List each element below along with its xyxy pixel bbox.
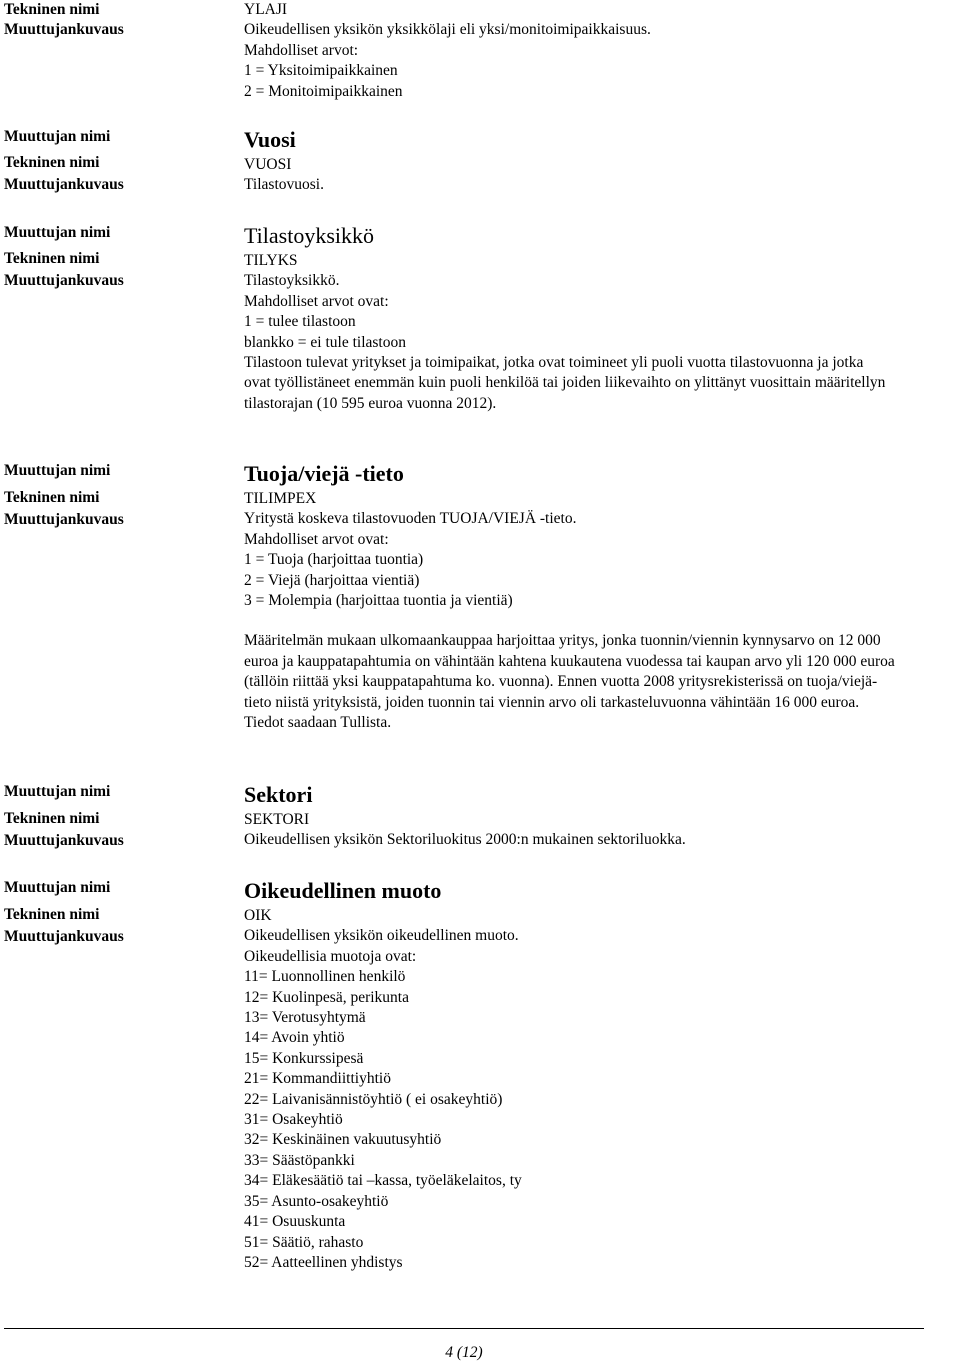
legal-form-list [244, 967, 956, 1273]
value-line: 2 = Viejä (harjoittaa vientiä) [244, 571, 420, 589]
variable-title: Tuoja/viejä -tieto [244, 461, 404, 486]
page-number: 4 (12) [445, 1344, 483, 1361]
variable-title: Vuosi [244, 127, 296, 152]
description: Yritystä koskeva tilastovuoden TUOJA/VIEJÄ -tieto. [244, 510, 577, 528]
var-desc-label: Muuttujankuvaus [4, 272, 124, 289]
legal-form-item: 34= Eläkesäätiö tai –kassa, työeläkelaitos, ty [244, 1172, 522, 1190]
value-line: 2 = Monitoimipaikkainen [244, 82, 403, 100]
tech-name-value: SEKTORI [244, 811, 310, 828]
tech-name-label: Tekninen nimi [4, 1, 100, 18]
legal-form-item: 41= Osuuskunta [244, 1213, 346, 1231]
var-desc-label: Muuttujankuvaus [4, 928, 124, 945]
value-line: blankko = ei tule tilastoon [244, 333, 406, 351]
paragraph-line: (tällöin riittää yksi kauppatapahtuma ko. vuonna). Ennen vuotta 2008 yritysrekisterissä on tuoja/viejä- [244, 673, 878, 691]
var-desc-label: Muuttujankuvaus [4, 176, 124, 193]
legal-form-item: 51= Säätiö, rahasto [244, 1233, 364, 1251]
values-intro: Mahdolliset arvot ovat: [244, 530, 389, 548]
content-column [244, 223, 956, 414]
description: Oikeudellisen yksikön yksikkölaji eli yksi/monitoimipaikkaisuus. [244, 21, 651, 39]
values-intro: Mahdolliset arvot: [244, 41, 359, 59]
description: Oikeudellisen yksikön Sektoriluokitus 2000:n mukainen sektoriluokka. [244, 831, 686, 849]
legal-form-item: 35= Asunto-osakeyhtiö [244, 1192, 389, 1210]
label-column [4, 223, 224, 291]
legal-form-item: 11= Luonnollinen henkilö [244, 968, 406, 986]
value-line: 3 = Molempia (harjoittaa tuontia ja vientiä) [244, 592, 513, 610]
tech-name-value: TILYKS [244, 252, 298, 269]
variable-title: Tilastoyksikkö [244, 223, 375, 248]
footer-divider [4, 1328, 924, 1329]
tech-name-label: Tekninen nimi [4, 154, 100, 171]
var-name-label: Muuttujan nimi [4, 462, 111, 479]
var-desc-label: Muuttujankuvaus [4, 21, 124, 38]
variable-title: Sektori [244, 782, 313, 807]
legal-form-item: 15= Konkurssipesä [244, 1049, 364, 1067]
var-desc-label: Muuttujankuvaus [4, 832, 124, 849]
values-intro: Mahdolliset arvot ovat: [244, 292, 389, 310]
paragraph-line: tieto niistä yrityksistä, joiden tuonnin tai viennin arvo oli tarkasteluvuonna vähintään 16 000 euroa. [244, 693, 860, 711]
content-column [244, 782, 956, 851]
var-name-label: Muuttujan nimi [4, 783, 111, 800]
paragraph-line: Määritelmän mukaan ulkomaankauppaa harjoittaa yritys, jonka tuonnin/viennin kynnysarvo on 12 000 [244, 632, 881, 650]
paragraph-line: ovat työllistäneet enemmän kuin puoli henkilöä tai joiden liikevaihto on ylittänyt vuosittain määritellyn [244, 374, 886, 392]
description: Tilastoyksikkö. [244, 272, 340, 290]
tech-name-value: YLAJI [244, 1, 288, 18]
legal-form-item: 13= Verotusyhtymä [244, 1009, 366, 1027]
tech-name-label: Tekninen nimi [4, 489, 100, 506]
description: Tilastovuosi. [244, 176, 324, 194]
legal-form-item: 22= Laivanisännistöyhtiö ( ei osakeyhtiö) [244, 1090, 503, 1108]
label-column [4, 0, 224, 40]
label-column [4, 461, 224, 530]
legal-form-item: 33= Säästöpankki [244, 1151, 355, 1169]
paragraph-line: tilastorajan (10 595 euroa vuonna 2012). [244, 394, 497, 412]
value-line: 1 = tulee tilastoon [244, 313, 356, 331]
legal-form-item: 14= Avoin yhtiö [244, 1029, 345, 1047]
var-name-label: Muuttujan nimi [4, 879, 111, 896]
value-line: 1 = Tuoja (harjoittaa tuontia) [244, 551, 424, 569]
var-name-label: Muuttujan nimi [4, 128, 111, 145]
description: Oikeudellisen yksikön oikeudellinen muoto. [244, 927, 519, 945]
content-column [244, 0, 956, 102]
content-column [244, 127, 956, 196]
content-column [244, 461, 956, 733]
paragraph-line: Tiedot saadaan Tullista. [244, 714, 392, 732]
tech-name-label: Tekninen nimi [4, 810, 100, 827]
label-column [4, 878, 224, 947]
legal-form-item: 12= Kuolinpesä, perikunta [244, 988, 409, 1006]
label-column [4, 782, 224, 851]
label-column [4, 127, 224, 195]
value-line: 1 = Yksitoimipaikkainen [244, 62, 398, 80]
legal-form-item: 32= Keskinäinen vakuutusyhtiö [244, 1131, 442, 1149]
var-name-label: Muuttujan nimi [4, 224, 111, 241]
tech-name-value: VUOSI [244, 156, 292, 173]
legal-form-item: 52= Aatteellinen yhdistys [244, 1253, 403, 1271]
tech-name-value: OIK [244, 907, 272, 924]
var-desc-label: Muuttujankuvaus [4, 511, 124, 528]
tech-name-label: Tekninen nimi [4, 250, 100, 267]
legal-form-item: 21= Kommandiittiyhtiö [244, 1070, 391, 1088]
tech-name-value: TILIMPEX [244, 490, 317, 507]
variable-title: Oikeudellinen muoto [244, 878, 442, 903]
content-column [244, 878, 956, 1273]
paragraph-line: euroa ja kauppatapahtumia on vähintään kahtena kuukautena vuodessa tai kaupan arvo yli 120 000 euroa [244, 652, 895, 670]
tech-name-label: Tekninen nimi [4, 906, 100, 923]
legal-form-item: 31= Osakeyhtiö [244, 1111, 343, 1129]
values-intro: Oikeudellisia muotoja ovat: [244, 947, 417, 965]
paragraph-line: Tilastoon tulevat yritykset ja toimipaikat, jotka ovat toimineet yli puoli vuotta tilastovuonna ja jotka [244, 354, 864, 372]
